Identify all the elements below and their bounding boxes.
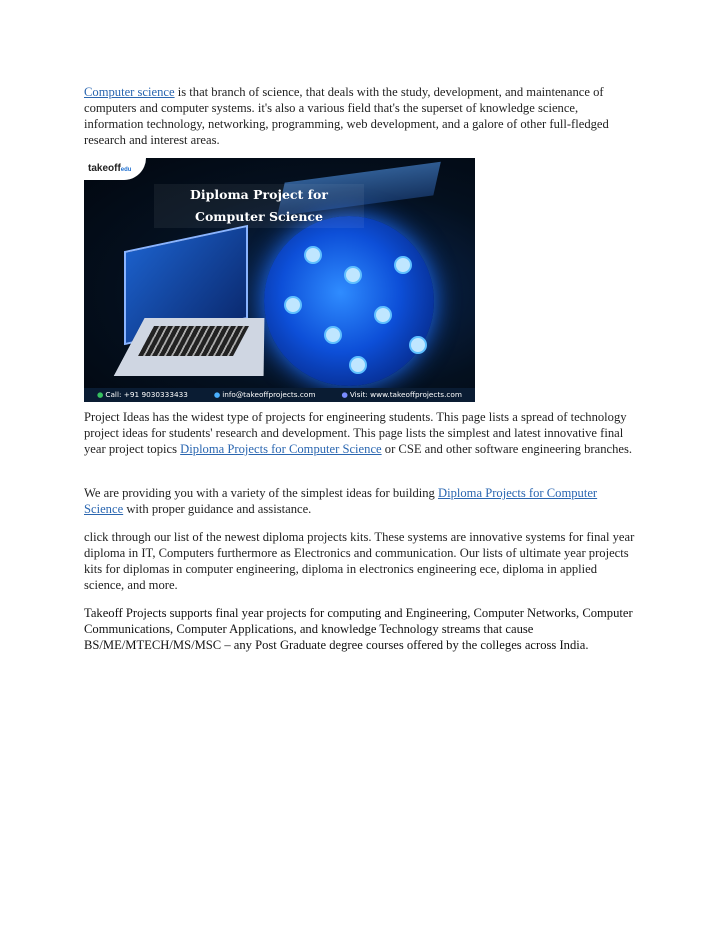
diploma-projects-link-1[interactable]: Diploma Projects for Computer Science xyxy=(180,442,382,456)
whatsapp-icon: ● xyxy=(96,390,104,399)
keyboard-graphic xyxy=(138,326,249,356)
project-ideas-paragraph: Project Ideas has the widest type of projects for engineering students. This page lists a spread of technology project ideas for students' research and development. This page lists the simplest and latest innovative final year project topics Diploma Projects for Computer Science or CSE and other software engineering branches. xyxy=(84,410,633,456)
banner-image xyxy=(84,158,475,402)
takeoff-support-paragraph: Takeoff Projects supports final year projects for computing and Engineering, Computer Networks, Computer Communications, Computer Applications, and knowledge Technology streams that cause BS/ME/MTECH/MS/MSC – any Post Graduate degree courses offered by the colleges across India. xyxy=(84,606,633,652)
globe-graphic xyxy=(264,216,434,386)
variety-paragraph: We are providing you with a variety of the simplest ideas for building Diploma Projects for Computer Science with proper guidance and assistance. xyxy=(84,486,598,516)
takeoff-logo: takeoffedu xyxy=(84,158,146,180)
intro-paragraph xyxy=(84,84,636,148)
diploma-projects-link-2[interactable]: Diploma Projects for Computer Science xyxy=(84,486,598,516)
intro-text: is that branch of science, that deals with the study, development, and maintenance of computers and computer systems. it's also a various field that's the superset of knowledge science, information technology, networking, programming, web development, and a galore of other full-fledged research and interest areas. xyxy=(84,85,609,147)
kits-paragraph: click through our list of the newest diploma projects kits. These systems are innovative systems for final year diploma in IT, Computers furthermore as Electronics and communication. Our lists of ultimate year projects kits for diplomas in computer engineering, diploma in electronics engineering ece, diploma in applied science, and more. xyxy=(84,530,635,592)
banner-title: Diploma Project for Computer Science xyxy=(154,184,364,228)
call-info: ● Call: +91 9030333433 xyxy=(96,390,188,399)
email-info: ● info@takeoffprojects.com xyxy=(213,390,316,399)
globe-icon: ● xyxy=(341,390,348,399)
website-info: ● Visit: www.takeoffprojects.com xyxy=(341,390,463,399)
email-icon: ● xyxy=(213,390,221,399)
computer-science-link[interactable]: Computer science xyxy=(84,85,175,99)
banner-contact-bar xyxy=(84,388,475,402)
